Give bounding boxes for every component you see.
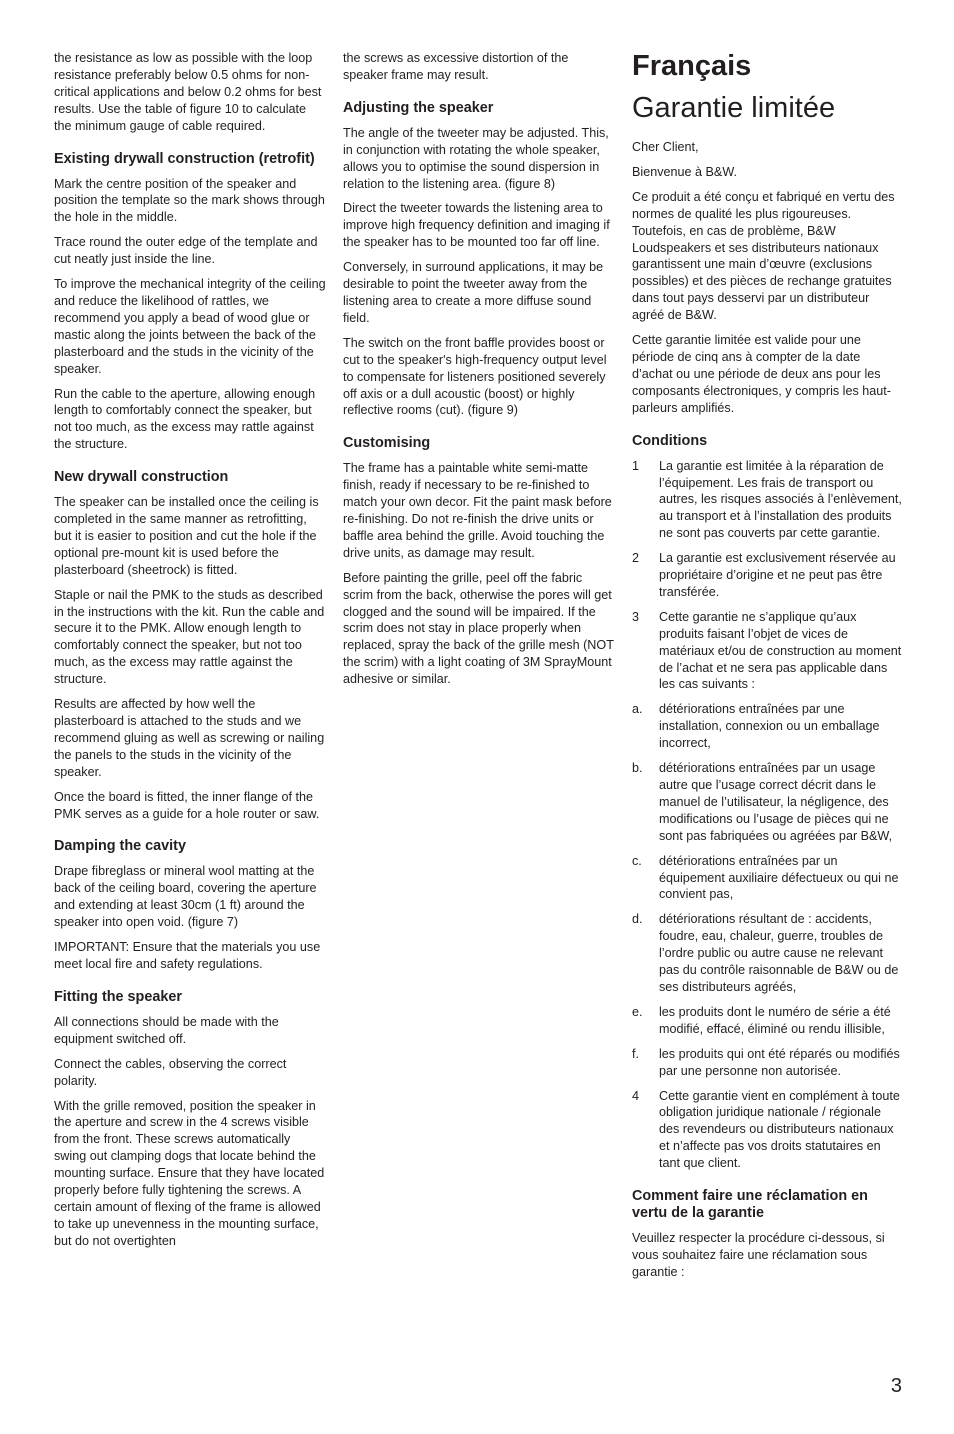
section-heading-existing-drywall: Existing drywall construction (retrofit)	[54, 150, 315, 167]
paragraph: With the grille removed, position the speaker in the aperture and screw in the 4 screws visible from the front. These screws automatically swing out clamping dogs that locate behind the mounting surface. Ensure that they have located properly before fully tightening the screws. A certain amount of flexing of the frame is allowed to take up unevenness in the mounting surface, but do not overtighten	[54, 1098, 325, 1248]
paragraph: The speaker can be installed once the ceiling is completed in the same manner as retrofitting, but it is easier to position and cut the hole if the optional pre-mount kit is used before the plasterboard (sheetrock) is fitted.	[54, 495, 319, 577]
page-number: 3	[890, 1375, 902, 1397]
list-item-text: Cette garantie vient en complément à toute obligation juridique nationale / régionale des revendeurs ou distributeurs nationaux et n’affecte pas vos droits statutaires en tant que client.	[659, 1088, 900, 1171]
paragraph: All connections should be made with the equipment switched off.	[54, 1014, 279, 1046]
list-item	[632, 550, 904, 601]
list-item-text: détériorations entraînées par un usage autre que l’usage correct décrit dans le manuel de l’utilisateur, la négligence, des modifications ou l’usage de pièces qui ne sont pas fabriquées ou agréées par B&W,	[659, 761, 893, 843]
paragraph: Connect the cables, observing the correct polarity.	[54, 1056, 287, 1088]
paragraph: Once the board is fitted, the inner flange of the PMK serves as a guide for a hole router or saw.	[54, 789, 320, 821]
list-marker: c.	[632, 853, 642, 868]
paragraph: the screws as excessive distortion of the speaker frame may result.	[343, 51, 569, 82]
list-marker: d.	[632, 912, 643, 927]
section-heading-damping: Damping the cavity	[54, 838, 186, 855]
paragraph: Bienvenue à B&W.	[632, 164, 738, 179]
paragraph: Cher Client,	[632, 140, 699, 154]
list-item	[632, 458, 904, 543]
paragraph: Mark the centre position of the speaker and position the template so the mark shows through the hole in the middle.	[54, 176, 325, 225]
language-heading: Français	[632, 50, 752, 82]
list-item-text: les produits qui ont été réparés ou modifiés par une personne non autorisée.	[659, 1046, 900, 1078]
list-item	[632, 1004, 904, 1038]
paragraph: To improve the mechanical integrity of the ceiling and reduce the likelihood of rattles, we recommend you apply a bead of wood glue or mastic along the joints between the back of the plasterboard and the studs in the vicinity of the speaker.	[54, 277, 326, 376]
list-marker: e.	[632, 1004, 643, 1019]
list-marker: 4	[632, 1088, 640, 1103]
section-heading-fitting: Fitting the speaker	[54, 988, 182, 1005]
paragraph: Direct the tweeter towards the listening area to improve high frequency definition and imaging if the speaker has to be mounted too far off line.	[343, 201, 610, 250]
list-item	[632, 1088, 904, 1173]
paragraph: Results are affected by how well the plasterboard is attached to the studs and we recommend gluing as well as screwing or nailing the panels to the studs in the vicinity of the speaker.	[54, 697, 325, 779]
column-english-installation	[54, 50, 326, 1258]
list-marker: a.	[632, 702, 643, 717]
list-item-text: Cette garantie ne s’applique qu’aux produits faisant l’objet de vices de matériaux et/ou de construction au moment de l’achat et ne sera pas applicable dans les cas suivants :	[659, 609, 902, 692]
paragraph: The frame has a paintable white semi-matte finish, ready if necessary to be re-finished to match your own decor. Fit the paint mask before re-finishing. Do not re-finish the drive units or baffle area behind the grille. Avoid touching the drive units, as damage may result.	[343, 461, 612, 560]
section-heading-conditions: Conditions	[632, 432, 708, 449]
section-heading-customising: Customising	[343, 435, 431, 452]
list-item-text: La garantie est exclusivement réservée au propriétaire d’origine et ne peut pas être transférée.	[659, 551, 896, 599]
list-item-text: La garantie est limitée à la réparation de l’équipement. Les frais de transport ou autres, les risques associés à l’enlèvement, au transport et à l’installation des produits ne sont pas couverts par cette garantie.	[659, 458, 902, 541]
paragraph: The angle of the tweeter may be adjusted. This, in conjunction with rotating the whole speaker, allows you to optimise the sound dispersion in relation to the listening area. (figure 8)	[343, 125, 609, 191]
list-item	[632, 760, 904, 845]
paragraph: Staple or nail the PMK to the studs as described in the instructions with the kit. Run the cable and secure it to the PMK. Allow enough length to comfortably connect the speaker, but not too much, as the excess may rattle against the structure.	[54, 587, 325, 687]
list-item	[632, 1046, 904, 1080]
list-item-text: détériorations entraînées par une installation, connexion ou un emballage incorrect,	[659, 702, 880, 751]
section-heading-claim: Comment faire une réclamation en vertu de la garantie	[632, 1188, 868, 1222]
paragraph: Trace round the outer edge of the template and cut neatly just inside the line.	[54, 235, 318, 267]
paragraph: Conversely, in surround applications, it may be desirable to point the tweeter away from the listening area to create a more diffuse sound field.	[343, 260, 604, 325]
paragraph: Veuillez respecter la procédure ci-dessous, si vous souhaitez faire une réclamation sous garantie :	[632, 1231, 885, 1279]
paragraph: Drape fibreglass or mineral wool matting at the back of the ceiling board, covering the aperture and extending at least 30cm (1 ft) around the speaker into open void. (figure 7)	[54, 864, 317, 930]
paragraph: Ce produit a été conçu et fabriqué en vertu des normes de qualité les plus rigoureuses. Toutefois, en cas de problème, B&W Loudspeakers et ses distributeurs nationaux garantissent une main d’œuvre (exclusions possibles) et des pièces de rechange gratuites dans tout pays desservi par un distributeur agréé de B&W.	[632, 189, 895, 323]
list-marker: 2	[632, 551, 640, 566]
list-item-text: les produits dont le numéro de série a été modifié, effacé, éliminé ou rendu illisible,	[659, 1004, 891, 1036]
list-marker: 3	[632, 609, 640, 624]
section-heading-adjusting: Adjusting the speaker	[343, 99, 494, 116]
list-item-text: détériorations résultant de : accidents, foudre, eau, chaleur, guerre, troubles de l’ordre public ou autre cause ne relevant pas du contrôle raisonnable de B&W ou de ses distributeurs agréés,	[659, 912, 899, 994]
paragraph: IMPORTANT: Ensure that the materials you use meet local fire and safety regulations.	[54, 940, 321, 971]
column-french-warranty	[632, 50, 904, 1289]
list-item	[632, 853, 904, 904]
warranty-title: Garantie limitée	[632, 92, 836, 124]
section-heading-new-drywall: New drywall construction	[54, 469, 229, 486]
list-marker: b.	[632, 761, 643, 776]
list-item	[632, 609, 904, 694]
conditions-list	[632, 458, 904, 1172]
list-item	[632, 911, 904, 996]
paragraph: Before painting the grille, peel off the fabric scrim from the back, otherwise the pores will get clogged and the sound will be impaired. If the scrim does not stay in place properly when replaced, spray the back of the grille mesh (NOT the scrim) with a light coating of 3M SprayMount adhesive or similar.	[343, 570, 614, 687]
list-item	[632, 701, 904, 752]
list-item-text: détériorations entraînées par un équipement auxiliaire défectueux ou qui ne convient pas,	[659, 853, 899, 902]
list-marker: 1	[632, 458, 640, 473]
paragraph: Run the cable to the aperture, allowing enough length to comfortably connect the speaker, but not too much, as the excess may rattle against the structure.	[54, 386, 316, 452]
paragraph: the resistance as low as possible with the loop resistance preferably below 0.5 ohms for non-critical applications and below 0.2 ohms for best results. Use the table of figure 10 to calculate the minimum gauge of cable required.	[54, 51, 322, 133]
paragraph: Cette garantie limitée est valide pour une période de cinq ans à compter de la date d’achat ou une période de deux ans pour les composants électroniques, y compris les haut-parleurs amplifiés.	[632, 333, 891, 415]
list-marker: f.	[632, 1046, 639, 1061]
column-english-adjusting	[343, 50, 615, 696]
paragraph: The switch on the front baffle provides boost or cut to the speaker's high-frequency output level to compensate for listeners positioned severely off axis or a dull acoustic (boost) or highly reflective rooms (cut). (figure 9)	[343, 335, 607, 418]
